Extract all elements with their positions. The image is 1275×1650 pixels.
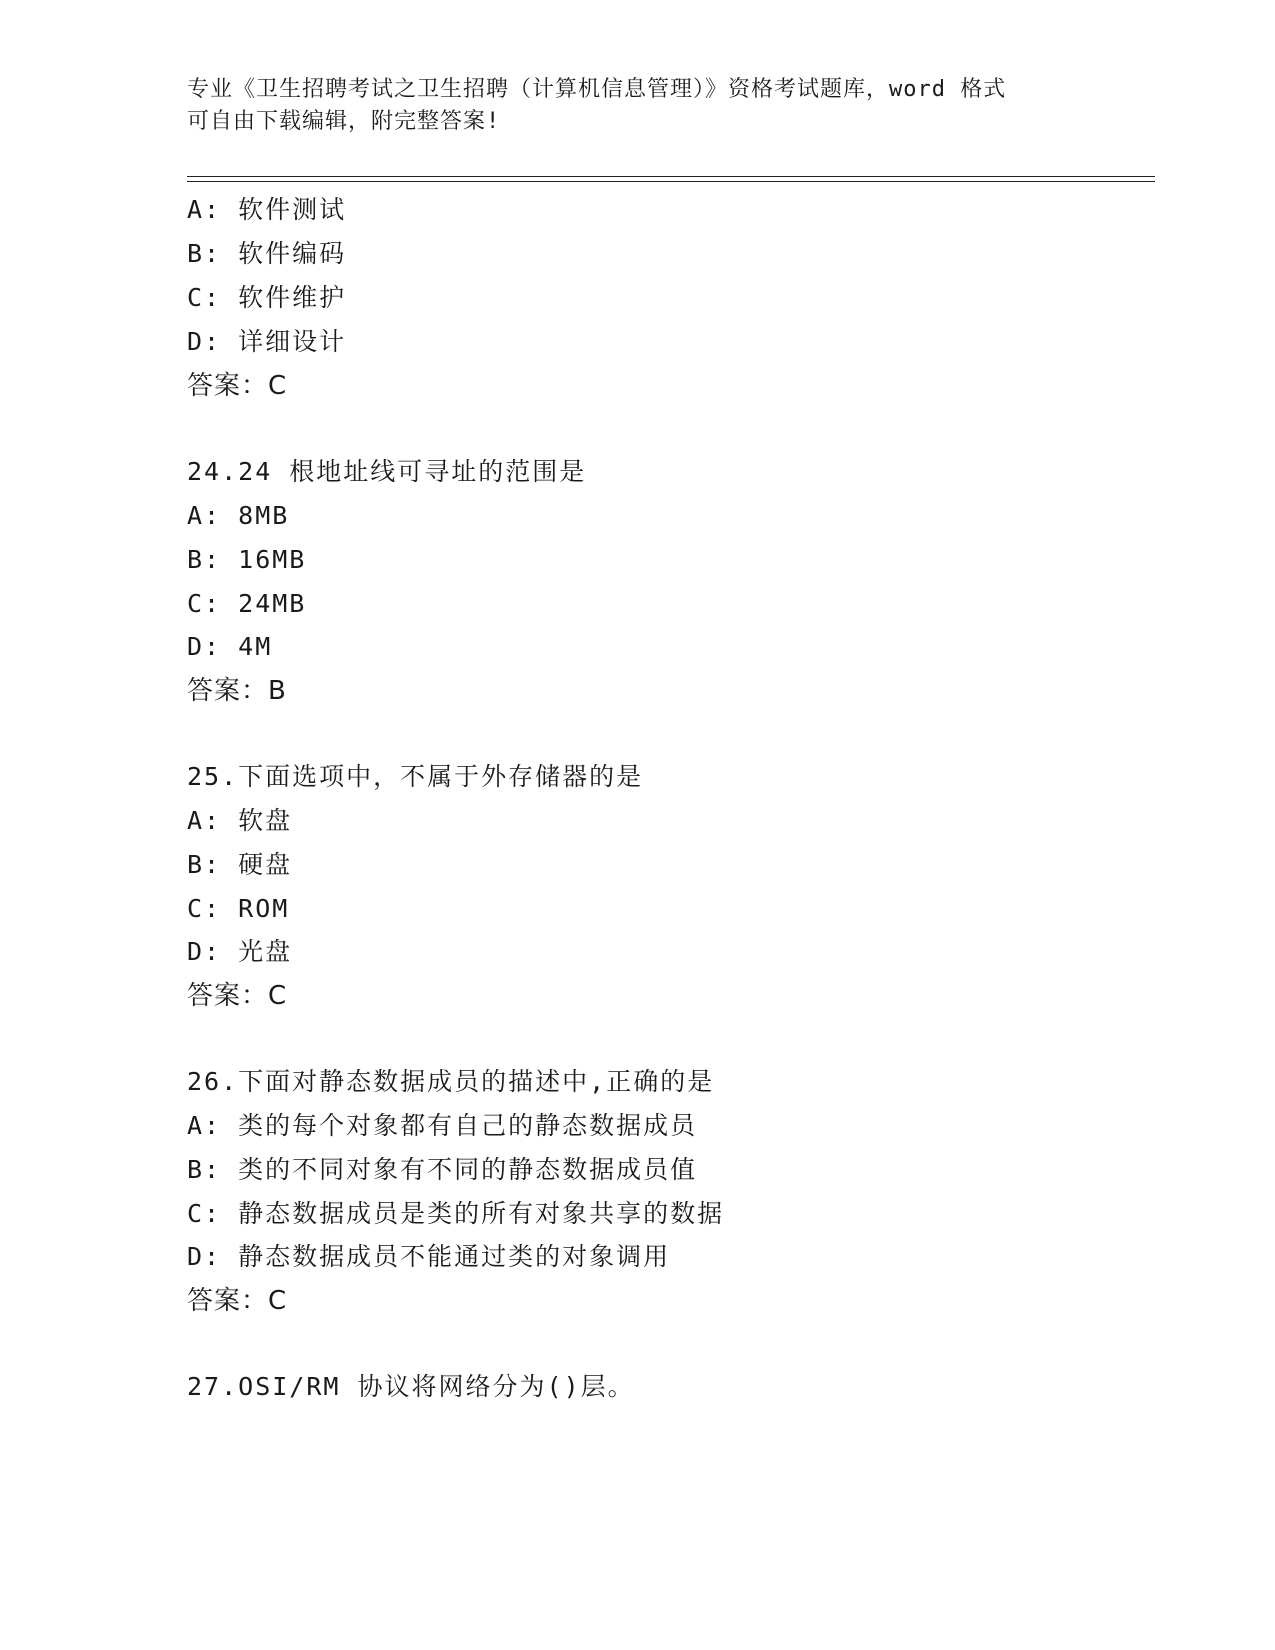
- answer-label: 答案：C: [187, 371, 288, 401]
- option-b: B: 16MB: [187, 545, 307, 574]
- option-a: A: 软盘: [187, 806, 293, 835]
- header-divider-top: [187, 176, 1155, 177]
- answer-label: 答案：C: [187, 1286, 288, 1316]
- question-title: 26.下面对静态数据成员的描述中,正确的是: [187, 1067, 715, 1096]
- question-title: 27.OSI/RM 协议将网络分为()层。: [187, 1372, 635, 1401]
- document-header: [187, 74, 1087, 138]
- header-divider-bottom: [187, 181, 1155, 182]
- header-line-1: 专业《卫生招聘考试之卫生招聘（计算机信息管理）》资格考试题库，word 格式: [187, 77, 1007, 102]
- question-title: 24.24 根地址线可寻址的范围是: [187, 457, 587, 486]
- option-b: B: 硬盘: [187, 850, 293, 879]
- answer-label: 答案：B: [187, 676, 287, 706]
- option-d: D: 静态数据成员不能通过类的对象调用: [187, 1242, 671, 1271]
- option-c: C: 24MB: [187, 589, 307, 618]
- option-b: B: 软件编码: [187, 239, 347, 268]
- option-a: A: 类的每个对象都有自己的静态数据成员: [187, 1111, 698, 1140]
- option-b: B: 类的不同对象有不同的静态数据成员值: [187, 1155, 698, 1184]
- option-d: D: 光盘: [187, 937, 293, 966]
- option-d: D: 4M: [187, 632, 273, 661]
- option-c: C: ROM: [187, 894, 290, 923]
- question-title: 25.下面选项中，不属于外存储器的是: [187, 762, 644, 791]
- header-line-2: 可自由下载编辑，附完整答案!: [187, 109, 501, 134]
- option-a: A: 软件测试: [187, 195, 347, 224]
- option-a: A: 8MB: [187, 501, 290, 530]
- option-d: D: 详细设计: [187, 327, 347, 356]
- answer-label: 答案：C: [187, 981, 288, 1011]
- option-c: C: 软件维护: [187, 283, 347, 312]
- option-c: C: 静态数据成员是类的所有对象共享的数据: [187, 1199, 725, 1228]
